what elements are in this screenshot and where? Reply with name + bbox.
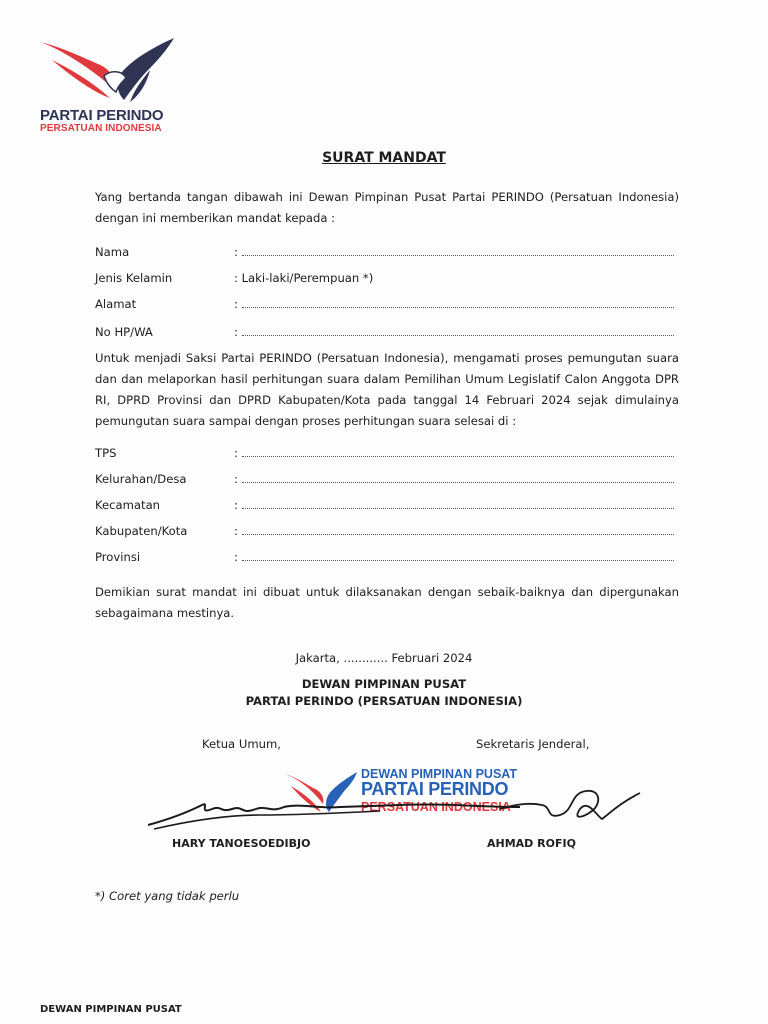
field-value-no-hp: : [234, 325, 674, 339]
fill-line [242, 524, 674, 535]
stamp-line-3: PERSATUAN INDONESIA [361, 800, 511, 814]
signatory-title-left: Ketua Umum, [202, 737, 281, 751]
signatory-name-right: AHMAD ROFIQ [487, 837, 576, 850]
footer-heading: DEWAN PIMPINAN PUSAT [40, 1004, 182, 1015]
field-value-kelurahan: : [234, 472, 674, 486]
issuer-line-2: PARTAI PERINDO (PERSATUAN INDONESIA) [245, 694, 523, 708]
closing-paragraph: Demikian surat mandat ini dibuat untuk dilaksanakan dengan sebaik-baiknya dan dipergunakan sebagaimana mestinya. [95, 585, 679, 620]
issuer-line-1: DEWAN PIMPINAN PUSAT [301, 677, 467, 691]
fill-line [242, 498, 674, 509]
field-label-tps: TPS [95, 446, 117, 460]
place-date: Jakarta, ............ Februari 2024 [295, 651, 473, 665]
field-value-tps: : [234, 446, 674, 460]
field-value-alamat: : [234, 297, 674, 311]
stamp-line-1: DEWAN PIMPINAN PUSAT [361, 767, 518, 781]
logo-party-subtitle: PERSATUAN INDONESIA [40, 123, 162, 134]
field-label-kelurahan: Kelurahan/Desa [95, 472, 187, 486]
handwritten-signatures [140, 785, 660, 835]
field-label-nama: Nama [95, 245, 130, 259]
field-value-kabupaten: : [234, 524, 674, 538]
logo-party-name: PARTAI PERINDO [40, 107, 164, 124]
fill-line [242, 446, 674, 457]
field-label-kecamatan: Kecamatan [95, 498, 161, 512]
field-label-jenis-kelamin: Jenis Kelamin [95, 271, 173, 285]
field-label-provinsi: Provinsi [95, 550, 141, 564]
signatory-name-left: HARY TANOESOEDIBJO [172, 837, 311, 850]
field-value-kecamatan: : [234, 498, 674, 512]
document-title: SURAT MANDAT [322, 150, 446, 166]
signatory-title-right: Sekretaris Jenderal, [476, 737, 590, 751]
fill-line [242, 550, 674, 561]
field-value-nama: : [234, 245, 674, 259]
fill-line [242, 325, 674, 336]
field-label-kabupaten: Kabupaten/Kota [95, 524, 188, 538]
footnote: *) Coret yang tidak perlu [95, 889, 240, 903]
field-label-no-hp: No HP/WA [95, 325, 153, 339]
fill-line [242, 245, 674, 256]
fill-line [242, 297, 674, 308]
field-value-provinsi: : [234, 550, 674, 564]
purpose-paragraph: Untuk menjadi Saksi Partai PERINDO (Persatuan Indonesia), mengamati proses pemungutan suara dan dan melaporkan hasil perhitungan suara dalam Pemilihan Umum Legislatif Calon Anggota DPR RI, DPRD Provinsi dan DPRD Kabupaten/Kota pada tanggal 14 Februari 2024 sejak dimulainya pemungutan suara sampai dengan proses perhitungan suara selesai di : [95, 351, 679, 428]
eagle-wing-icon [38, 36, 183, 108]
field-label-alamat: Alamat [95, 297, 137, 311]
intro-paragraph: Yang bertanda tangan dibawah ini Dewan Pimpinan Pusat Partai PERINDO (Persatuan Indonesia) dengan ini memberikan mandat kepada : [95, 190, 679, 225]
field-value-jenis-kelamin: : Laki-laki/Perempuan *) [234, 271, 374, 285]
fill-line [242, 472, 674, 483]
stamp-line-2: PARTAI PERINDO [361, 779, 509, 799]
